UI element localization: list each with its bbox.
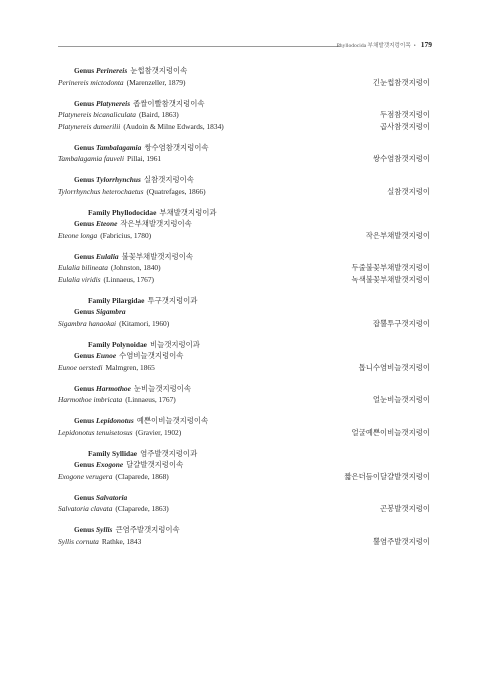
species-entry: [58, 153, 430, 165]
genus-rank-label: Genus: [74, 142, 95, 152]
taxon-group: [58, 492, 430, 515]
genus-rank-label: Genus: [74, 251, 95, 261]
species-korean-name: 톱니수염비늘갯지렁이: [358, 362, 430, 372]
genus-korean-name: 실참갯지렁이속: [143, 175, 194, 184]
species-korean-name: 실참갯지렁이: [387, 186, 430, 196]
family-name: Phyllodocidae: [112, 207, 157, 217]
species-entry: [58, 262, 430, 274]
taxon-group: [58, 295, 430, 330]
species-name: Sigambra hanaokai: [58, 318, 117, 328]
species-authority: (Marenzeller, 1879): [126, 77, 186, 87]
species-name: Lepidonotus tenuisetosus: [58, 427, 133, 437]
running-header: [58, 40, 432, 52]
genus-rank-label: Genus: [74, 219, 95, 228]
genus-korean-name: 눈썹참갯지렁이속: [130, 66, 188, 75]
genus-name: Sigambra: [96, 307, 126, 316]
family-rank-label: Family: [88, 448, 111, 458]
species-entry: [58, 77, 430, 89]
species-entry: [58, 186, 430, 198]
taxon-group: [58, 142, 430, 165]
species-korean-name: 두줄불꽃부채발갯지렁이: [351, 263, 430, 272]
species-name: Salvatoria clavata: [58, 504, 113, 513]
family-rank-label: Family: [88, 339, 111, 349]
species-entry: [58, 471, 430, 483]
genus-heading: [58, 98, 430, 110]
species-authority: (Linnaeus, 1767): [103, 274, 154, 284]
family-korean-name: 투구갯지렁이과: [147, 295, 198, 305]
species-authority: (Audoin & Milne Edwards, 1834): [123, 121, 224, 131]
family-heading: [58, 448, 430, 460]
genus-heading: [58, 251, 430, 263]
species-name: Syllis cornuta: [58, 536, 99, 546]
species-name: Eunoe oerstedi: [58, 362, 103, 372]
taxon-group: [58, 98, 430, 133]
family-heading: [58, 295, 430, 307]
genus-rank-label: Genus: [74, 460, 95, 469]
species-authority: (Linnaeus, 1767): [125, 395, 176, 404]
genus-korean-name: 예쁜이비늘갯지렁이속: [136, 416, 209, 425]
genus-name: Eunoe: [96, 351, 117, 360]
genus-name: Tylorrhynchus: [96, 175, 141, 184]
species-korean-name: 얼눈비늘갯지렁이: [372, 395, 430, 404]
species-name: Tambalagamia fauveli: [58, 154, 125, 163]
family-rank-label: Family: [88, 207, 111, 217]
species-name: Harmothoe imbricata: [58, 395, 123, 404]
taxon-group: [58, 524, 430, 547]
species-name: Perinereis mictodonta: [58, 77, 124, 87]
species-entry: [58, 394, 430, 406]
genus-korean-name: 쌍수염참갯지렁이속: [144, 142, 209, 152]
species-authority: (Quatrefages, 1866): [146, 186, 206, 196]
species-korean-name: 짧은더듬이달걀발갯지렁이: [344, 471, 430, 481]
genus-rank-label: Genus: [74, 307, 95, 316]
family-korean-name: 비늘갯지렁이과: [149, 339, 200, 349]
species-entry: [58, 362, 430, 374]
species-korean-name: 얼굴예쁜이비늘갯지렁이: [351, 427, 430, 437]
genus-korean-name: 달걀발갯지렁이속: [126, 460, 184, 469]
genus-korean-name: 좁쌀이빨참갯지렁이속: [133, 98, 205, 108]
genus-rank-label: Genus: [74, 66, 95, 75]
genus-heading: [58, 492, 430, 504]
species-korean-name: 녹색불꽃부채발갯지렁이: [351, 274, 430, 284]
species-authority: (Claparede, 1868): [115, 471, 169, 481]
taxon-group: [58, 207, 430, 242]
species-entry: [58, 121, 430, 133]
species-korean-name: 곤봉발갯지렁이: [380, 504, 430, 513]
species-name: Platynereis dumerilii: [58, 121, 121, 131]
species-entry: [58, 109, 430, 121]
species-authority: Pillai, 1961: [127, 154, 162, 163]
species-korean-name: 잡뿔투구갯지렁이: [372, 318, 430, 328]
species-name: Eteone longa: [58, 230, 98, 240]
running-title: Phyllodocida 부채발갯지렁이목: [336, 43, 411, 49]
genus-name: Salvatoria: [96, 492, 128, 502]
species-name: Eulalia viridis: [58, 274, 101, 284]
species-authority: (Fabricius, 1780): [100, 230, 152, 240]
genus-heading: [58, 459, 430, 471]
taxon-group: [58, 339, 430, 374]
taxon-group: [58, 383, 430, 406]
species-entry: [58, 230, 430, 242]
genus-rank-label: Genus: [74, 175, 95, 184]
bullet-separator: •: [413, 43, 416, 49]
taxon-group: [58, 251, 430, 286]
taxon-list: [58, 65, 430, 557]
family-name: Pilargidae: [112, 295, 145, 305]
family-name: Syllidae: [112, 448, 138, 458]
species-authority: Rathke, 1843: [101, 536, 142, 546]
genus-name: Platynereis: [96, 98, 131, 108]
genus-rank-label: Genus: [74, 351, 95, 360]
genus-rank-label: Genus: [74, 383, 95, 393]
genus-rank-label: Genus: [74, 525, 95, 534]
genus-name: Lepidonotus: [96, 416, 134, 425]
species-authority: (Claparede, 1863): [115, 504, 169, 513]
species-name: Platynereis bicanaliculata: [58, 110, 136, 119]
species-authority: (Gravier, 1902): [135, 427, 182, 437]
genus-heading: [58, 306, 430, 318]
genus-korean-name: 수염비늘갯지렁이속: [119, 351, 184, 360]
genus-heading: [58, 174, 430, 186]
species-entry: [58, 503, 430, 515]
genus-heading: [58, 350, 430, 362]
species-entry: [58, 274, 430, 286]
species-name: Exogone verugera: [58, 471, 113, 481]
genus-name: Eulalia: [96, 251, 119, 261]
species-name: Tylorrhynchus heterochaetus: [58, 186, 144, 196]
family-korean-name: 부채발갯지렁이과: [159, 207, 217, 217]
genus-heading: [58, 383, 430, 395]
taxon-group: [58, 415, 430, 438]
genus-name: Syllis: [96, 525, 113, 534]
species-authority: (Baird, 1863): [138, 110, 179, 119]
genus-name: Eteone: [96, 219, 118, 228]
species-authority: (Johnston, 1840): [110, 263, 161, 272]
family-heading: [58, 207, 430, 219]
taxon-group: [58, 448, 430, 483]
genus-name: Exogone: [96, 460, 124, 469]
species-authority: (Kitamori, 1960): [119, 318, 170, 328]
genus-heading: [58, 65, 430, 77]
page-number: 179: [420, 40, 432, 49]
family-korean-name: 염주발갯지렁이과: [140, 448, 198, 458]
species-korean-name: 작은부채발갯지렁이: [365, 230, 430, 240]
species-entry: [58, 318, 430, 330]
genus-name: Tambalagamia: [96, 142, 142, 152]
header-rule: [58, 46, 340, 47]
genus-rank-label: Genus: [74, 416, 95, 425]
species-entry: [58, 427, 430, 439]
genus-heading: [58, 415, 430, 427]
genus-korean-name: 눈비늘갯지렁이속: [133, 383, 192, 393]
header-text: [337, 40, 432, 49]
species-korean-name: 곱사참갯지렁이: [380, 121, 430, 131]
genus-rank-label: Genus: [74, 98, 95, 108]
species-korean-name: 두점참갯지렁이: [380, 110, 430, 119]
species-korean-name: 긴눈썹참갯지렁이: [372, 77, 430, 87]
genus-heading: [58, 142, 430, 154]
species-korean-name: 쌍수염참갯지렁이: [372, 154, 430, 163]
genus-name: Perinereis: [96, 66, 128, 75]
species-korean-name: 뿔염주발갯지렁이: [372, 536, 430, 546]
family-name: Polynoidae: [112, 339, 147, 349]
species-authority: Malmgren, 1865: [105, 362, 155, 372]
species-name: Eulalia bilineata: [58, 263, 108, 272]
genus-korean-name: 불꽃부채발갯지렁이속: [121, 251, 193, 261]
family-heading: [58, 339, 430, 351]
genus-heading: [58, 218, 430, 230]
genus-korean-name: 큰염주발갯지렁이속: [115, 525, 180, 534]
taxon-group: [58, 174, 430, 197]
genus-heading: [58, 524, 430, 536]
family-rank-label: Family: [88, 295, 111, 305]
taxon-group: [58, 65, 430, 88]
genus-name: Harmothoe: [96, 383, 131, 393]
genus-korean-name: 작은부채발갯지렁이속: [120, 219, 192, 228]
genus-rank-label: Genus: [74, 492, 95, 502]
species-entry: [58, 536, 430, 548]
